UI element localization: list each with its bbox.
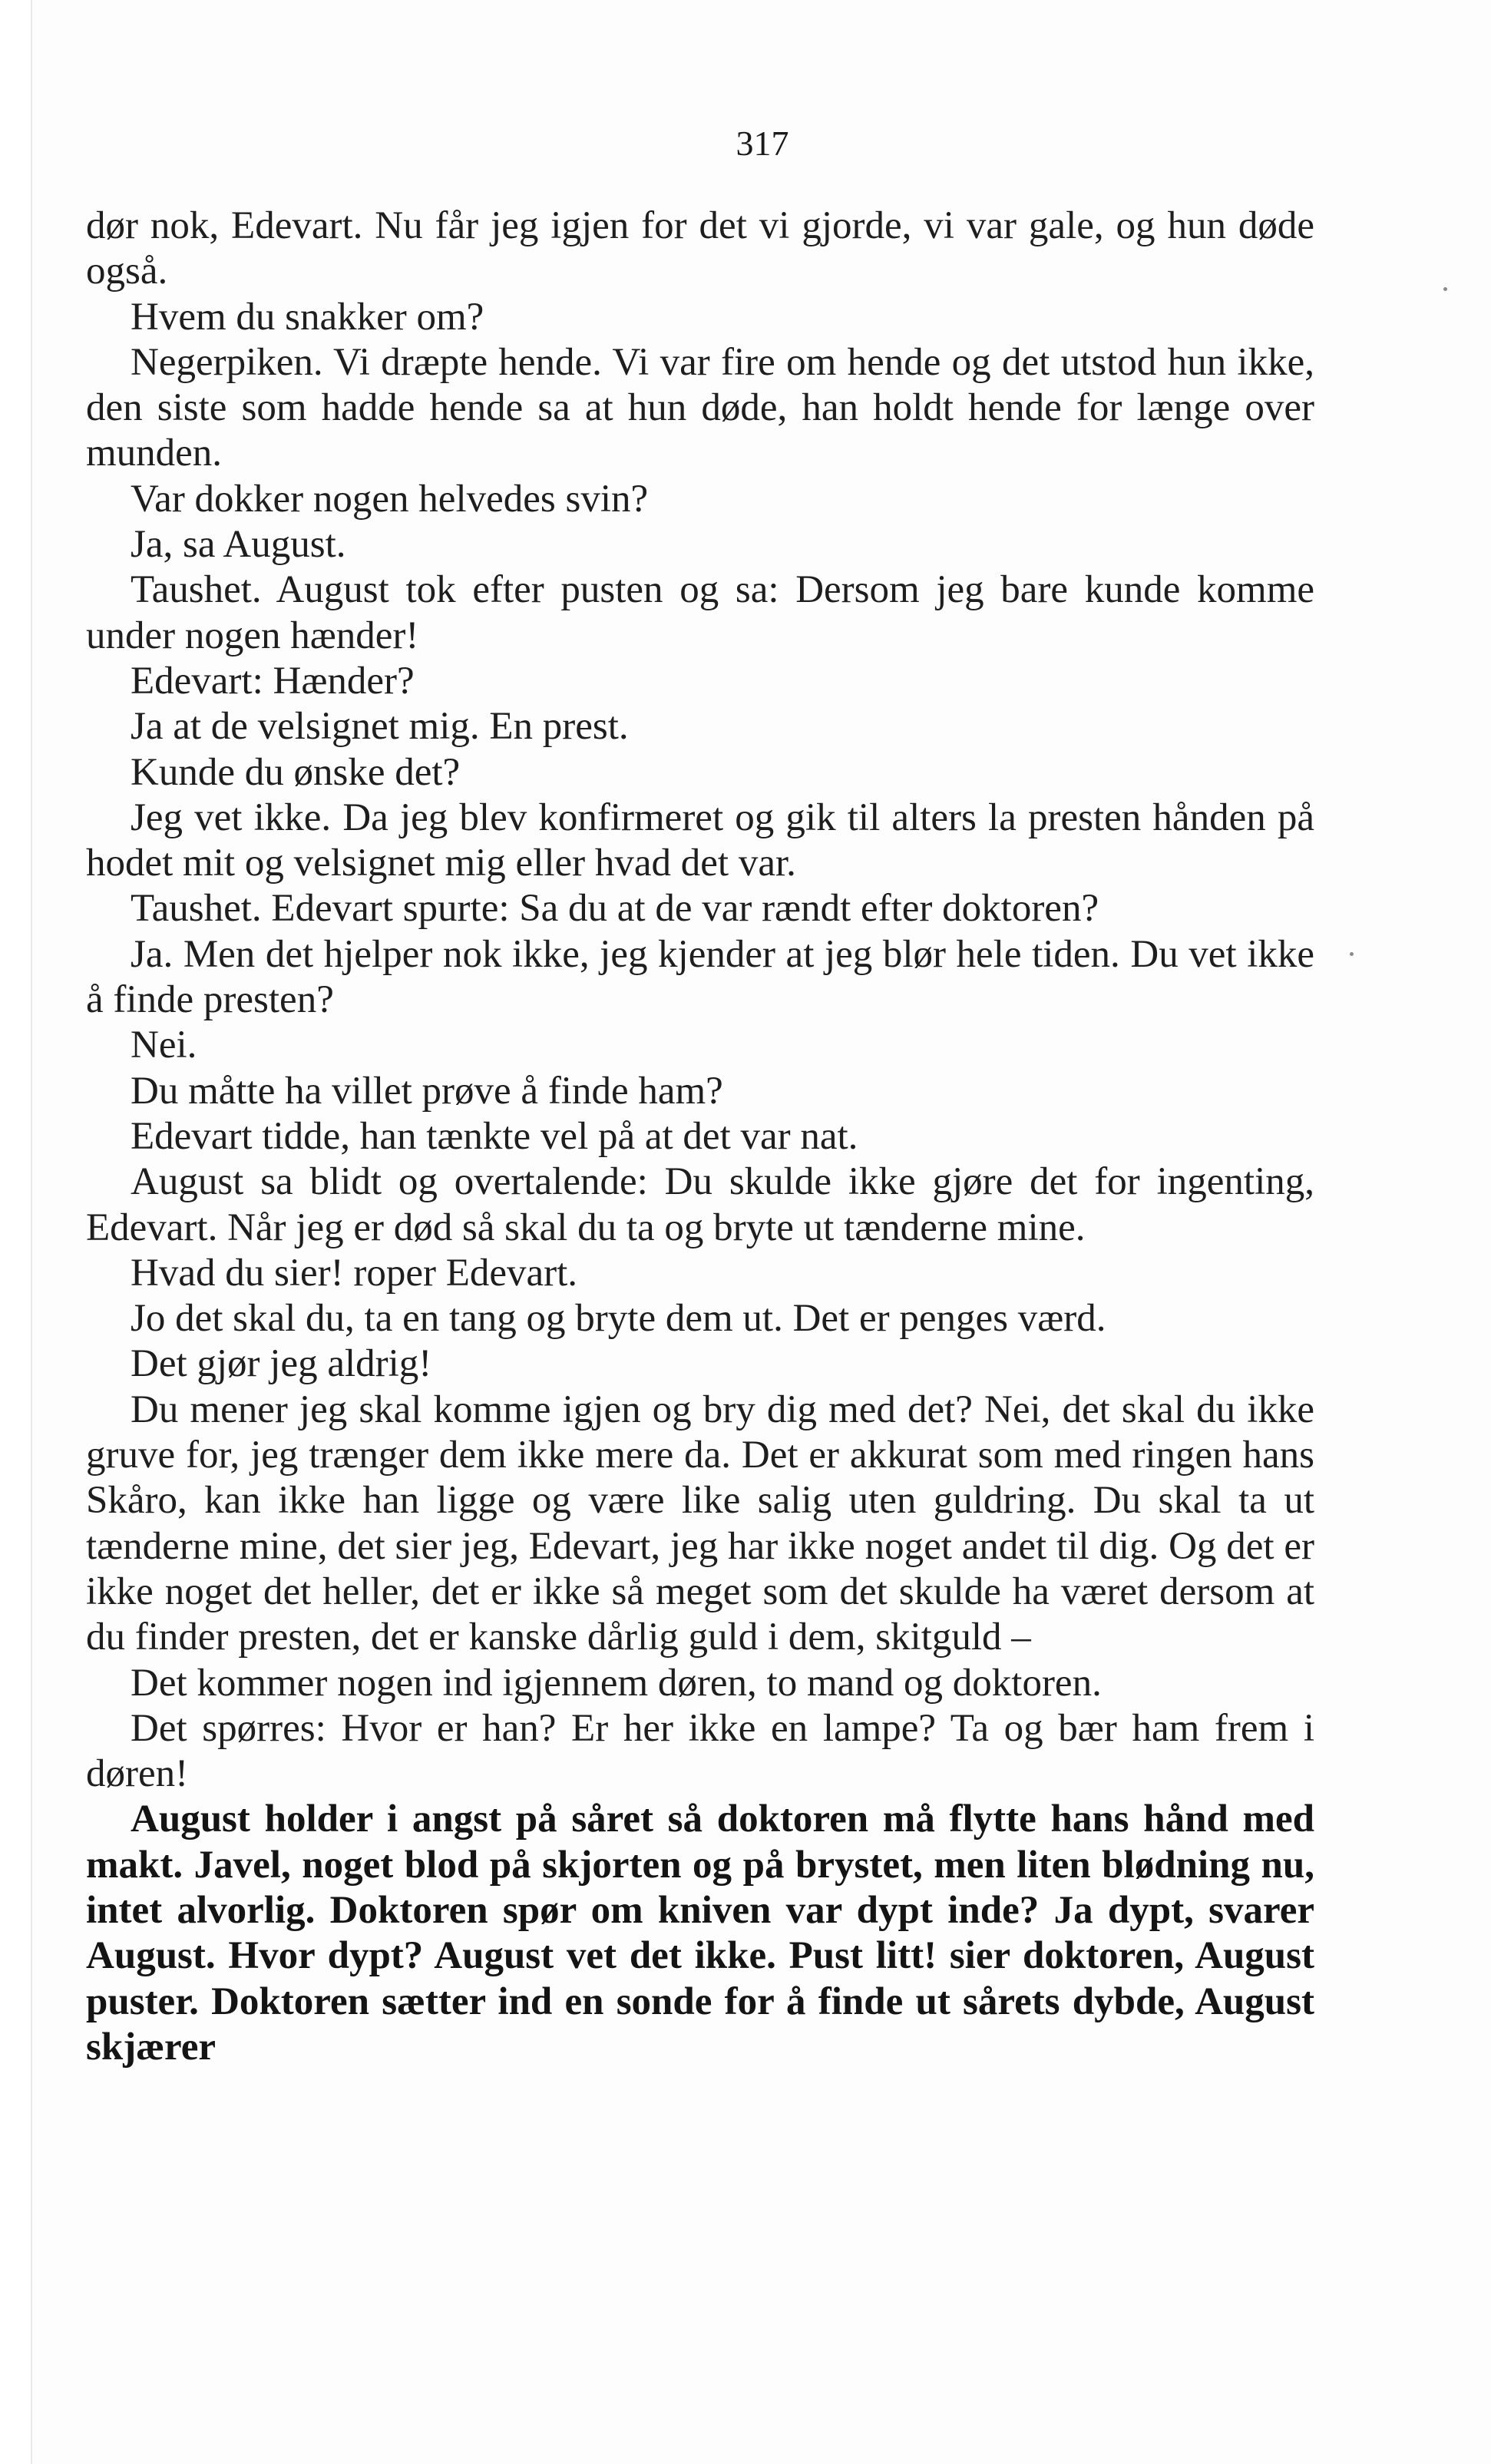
page-number: 317 (736, 124, 789, 163)
paragraph: August holder i angst på såret så doktoren må flytte hans hånd med makt. Javel, noget blod på skjorten og på brystet, men liten blødning nu, intet alvorlig. Doktoren spør om kniven var dypt inde? Ja dypt, svarer August. Hvor dypt? August vet det ikke. Pust litt! sier doktoren, August puster. Doktoren sætter ind en sonde for å finde ut sårets dybde, August skjærer (86, 1798, 1314, 2069)
paragraph: Taushet. August tok efter pusten og sa: Dersom jeg bare kunde komme under nogen hænder! (86, 568, 1314, 657)
paragraph: Det kommer nogen ind igjennem døren, to mand og doktoren. (131, 1661, 1102, 1705)
paragraph: Var dokker nogen helvedes svin? (131, 477, 649, 521)
paragraph: Hvad du sier! roper Edevart. (131, 1251, 578, 1295)
paragraph: Ja. Men det hjelper nok ikke, jeg kjender at jeg blør hele tiden. Du vet ikke å finde presten? (86, 932, 1314, 1022)
paragraph: Kunde du ønske det? (131, 750, 461, 794)
paragraph: Nei. (131, 1024, 197, 1067)
paragraph: dør nok, Edevart. Nu får jeg igjen for det vi gjorde, vi var gale, og hun døde også. (86, 204, 1314, 293)
paragraph: Edevart: Hænder? (131, 659, 415, 703)
paragraph: Jo det skal du, ta en tang og bryte dem ut. Det er penges værd. (131, 1297, 1106, 1341)
paragraph: Du måtte ha villet prøve å finde ham? (131, 1069, 723, 1113)
paragraph: Taushet. Edevart spurte: Sa du at de var rændt efter doktoren? (131, 887, 1099, 931)
book-page (31, 0, 1491, 2464)
body-text (86, 203, 1314, 2070)
dust-speck (1350, 952, 1354, 956)
paragraph: Det spørres: Hvor er han? Er her ikke en lampe? Ta og bær ham frem i døren! (86, 1706, 1314, 1796)
paragraph: Edevart tidde, han tænkte vel på at det var nat. (131, 1114, 858, 1158)
paragraph: Jeg vet ikke. Da jeg blev konfirmeret og gik til alters la presten hånden på hodet mit og velsignet mig eller hvad det var. (86, 795, 1314, 885)
paragraph: Du mener jeg skal komme igjen og bry dig med det? Nei, det skal du ikke gruve for, jeg trænger dem ikke mere da. Det er akkurat som med ringen hans Skåro, kan ikke han ligge og være like salig uten guldring. Du skal ta ut tænderne mine, det sier jeg, Edevart, jeg har ikke noget andet til dig. Og det er ikke noget det heller, det er ikke så meget som det skulde ha været dersom at du finder presten, det er kanske dårlig guld i dem, skitguld – (86, 1387, 1314, 1659)
dust-speck (1443, 287, 1447, 291)
paragraph: August sa blidt og overtalende: Du skulde ikke gjøre det for ingenting, Edevart. Når jeg er død så skal du ta og bryte ut tænderne mine. (86, 1160, 1314, 1249)
paragraph: Ja at de velsignet mig. En prest. (131, 705, 629, 749)
paragraph: Det gjør jeg aldrig! (131, 1342, 432, 1386)
paragraph: Negerpiken. Vi dræpte hende. Vi var fire om hende og det utstod hun ikke, den siste som hadde hende sa at hun døde, han holdt hende for længe over munden. (86, 340, 1314, 475)
paragraph: Hvem du snakker om? (131, 295, 484, 339)
paragraph: Ja, sa August. (131, 523, 346, 567)
scan-margin (0, 0, 31, 2464)
